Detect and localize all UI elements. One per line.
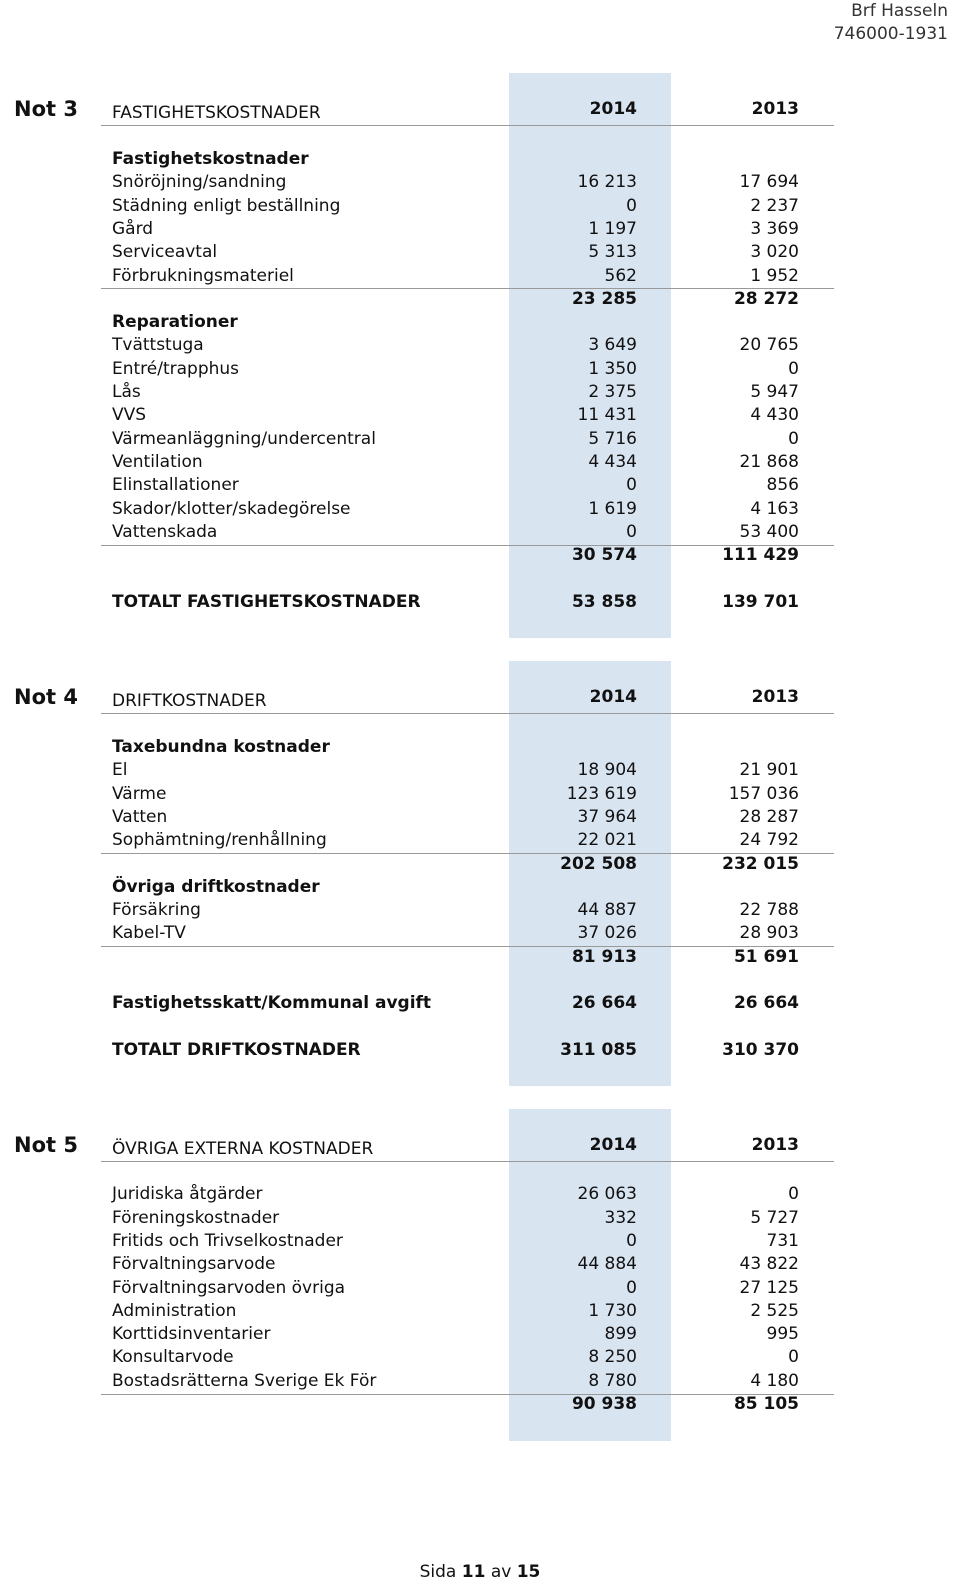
value-2014: 899: [604, 1324, 637, 1345]
row-label: Fastighetskostnader: [112, 149, 309, 169]
value-2013: 5 947: [750, 382, 799, 402]
table-row: [0, 521, 960, 544]
value-2013: 0: [788, 428, 799, 449]
row-label: Övriga driftkostnader: [112, 876, 320, 897]
table-row: [0, 1323, 960, 1346]
footer-sep: av: [490, 1562, 512, 1582]
row-label: Försäkring: [112, 900, 201, 921]
value-2013: 232 015: [722, 853, 799, 874]
value-2013: 310 370: [722, 1039, 799, 1060]
row-label: Värme: [112, 783, 167, 804]
footer-total: 15: [516, 1562, 541, 1582]
value-2014: 8 780: [588, 1370, 637, 1391]
note-number: Not 3: [14, 97, 78, 121]
table-row: [0, 1277, 960, 1300]
table-row: [0, 474, 960, 497]
value-2013: 2 525: [750, 1300, 799, 1321]
table-row: [0, 922, 960, 945]
row-label: TOTALT FASTIGHETSKOSTNADER: [112, 591, 421, 612]
value-2013: 27 125: [739, 1277, 799, 1298]
table-row: [0, 1207, 960, 1230]
value-2014: 1 350: [588, 358, 637, 379]
table-row: [0, 428, 960, 451]
value-2013: 111 429: [722, 545, 799, 566]
row-label: Förbrukningsmateriel: [112, 265, 294, 286]
table-row: [0, 899, 960, 922]
value-2014: 37 964: [577, 806, 637, 827]
table-row: [0, 148, 960, 171]
value-2013: 4 430: [750, 405, 799, 426]
column-header-2013: 2013: [751, 687, 799, 707]
subtotal-row: [0, 544, 960, 567]
table-row: [0, 171, 960, 194]
table-row: [0, 1300, 960, 1323]
row-label: Fastighetsskatt/Kommunal avgift: [112, 993, 432, 1014]
value-2014: 5 716: [588, 428, 637, 449]
header-rule: [101, 713, 834, 714]
value-2013: 24 792: [739, 830, 799, 851]
row-label: Fritids och Trivselkostnader: [112, 1230, 343, 1251]
row-label: Konsultarvode: [112, 1347, 234, 1368]
value-2014: 0: [626, 195, 637, 216]
table-row: [0, 783, 960, 806]
row-label: Föreningskostnader: [112, 1207, 280, 1228]
table-row: [0, 451, 960, 474]
note-title: DRIFTKOSTNADER: [112, 691, 267, 711]
value-2014: 44 887: [577, 900, 637, 921]
value-2013: 21 868: [739, 451, 799, 472]
value-2014: 53 858: [571, 591, 637, 612]
value-2013: 995: [766, 1324, 799, 1345]
table-row: [0, 759, 960, 782]
row-label: Ventilation: [112, 451, 203, 472]
table-row: [0, 241, 960, 264]
value-2013: 20 765: [739, 335, 799, 356]
row-label: Gård: [112, 218, 154, 239]
table-row: [0, 829, 960, 852]
value-2013: 53 400: [739, 521, 799, 542]
value-2013: 26 664: [733, 993, 799, 1014]
value-2014: 1 619: [588, 498, 637, 519]
value-2013: 4 180: [750, 1370, 799, 1391]
row-label: Vatten: [112, 806, 168, 827]
row-label: Lås: [112, 382, 141, 402]
org-number: 746000-1931: [833, 24, 948, 44]
row-label: VVS: [112, 405, 147, 426]
org-name: Brf Hasseln: [851, 1, 948, 21]
table-row: [0, 1183, 960, 1206]
value-2013: 17 694: [739, 172, 799, 193]
value-2013: 3 369: [750, 218, 799, 239]
value-2014: 16 213: [577, 172, 637, 193]
table-row: [0, 404, 960, 427]
value-2014: 23 285: [571, 288, 637, 309]
row-label: Kabel-TV: [112, 923, 186, 944]
table-row: [0, 265, 960, 288]
column-header-2014: 2014: [589, 1135, 637, 1155]
footer-page: 11: [461, 1562, 486, 1582]
table-row: [0, 969, 960, 992]
row-label: Taxebundna kostnader: [112, 737, 330, 757]
value-2013: 85 105: [733, 1394, 799, 1414]
row-label: Juridiska åtgärder: [112, 1184, 263, 1205]
value-2013: 0: [788, 1184, 799, 1205]
table-row: [0, 218, 960, 241]
page-footer: [0, 1562, 960, 1582]
value-2013: 2 237: [750, 195, 799, 216]
value-2013: 1 952: [750, 265, 799, 286]
value-2014: 332: [604, 1207, 637, 1228]
table-row: [0, 334, 960, 357]
value-2013: 43 822: [739, 1254, 799, 1275]
value-2014: 26 664: [571, 993, 637, 1014]
value-2014: 0: [626, 1230, 637, 1251]
row-label: Sophämtning/renhållning: [112, 830, 327, 851]
row-label: Elinstallationer: [112, 475, 239, 496]
row-label: Bostadsrätterna Sverige Ek För: [112, 1370, 377, 1391]
value-2013: 22 788: [739, 900, 799, 921]
row-label: Reparationer: [112, 312, 238, 333]
value-2014: 0: [626, 521, 637, 542]
value-2014: 3 649: [588, 335, 637, 356]
value-2013: 5 727: [750, 1207, 799, 1228]
value-2014: 44 884: [577, 1254, 637, 1275]
document-header: [834, 0, 948, 46]
value-2014: 37 026: [577, 923, 637, 944]
header-rule: [101, 125, 834, 126]
subtotal-row: [0, 1393, 960, 1416]
table-row: [0, 1346, 960, 1369]
column-header-2014: 2014: [589, 687, 637, 707]
row-label: Serviceavtal: [112, 242, 218, 263]
value-2014: 0: [626, 475, 637, 496]
table-row: [0, 736, 960, 759]
row-label: Förvaltningsarvode: [112, 1254, 276, 1275]
value-2014: 311 085: [560, 1039, 637, 1060]
value-2013: 139 701: [722, 591, 799, 612]
value-2014: 562: [604, 265, 637, 286]
value-2014: 26 063: [577, 1184, 637, 1205]
value-2014: 81 913: [571, 946, 637, 967]
value-2013: 0: [788, 1347, 799, 1368]
row-label: Förvaltningsarvoden övriga: [112, 1277, 346, 1298]
value-2013: 731: [766, 1230, 799, 1251]
table-row: [0, 311, 960, 334]
value-2014: 18 904: [577, 760, 637, 781]
value-2013: 0: [788, 358, 799, 379]
column-header-2013: 2013: [751, 99, 799, 119]
table-row: [0, 1230, 960, 1253]
value-2013: 51 691: [733, 946, 799, 967]
value-2013: 28 287: [739, 806, 799, 827]
row-label: Städning enligt beställning: [112, 195, 341, 216]
note-title: ÖVRIGA EXTERNA KOSTNADER: [112, 1139, 374, 1159]
value-2013: 157 036: [728, 783, 799, 804]
row-label: Entré/trapphus: [112, 358, 240, 379]
value-2014: 11 431: [577, 405, 637, 426]
column-header-2013: 2013: [751, 1135, 799, 1155]
row-label: Värmeanläggning/undercentral: [112, 428, 376, 449]
row-label: Korttidsinventarier: [112, 1324, 271, 1345]
row-label: Vattenskada: [112, 521, 218, 542]
value-2014: 0: [626, 1277, 637, 1298]
table-row: [0, 498, 960, 521]
value-2013: 28 272: [733, 288, 799, 309]
value-2014: 4 434: [588, 451, 637, 472]
note-title: FASTIGHETSKOSTNADER: [112, 103, 321, 123]
note-number: Not 5: [14, 1133, 78, 1157]
subtotal-row: [0, 288, 960, 311]
row-label: El: [112, 760, 128, 781]
subtotal-row: [0, 946, 960, 969]
row-label: Skador/klotter/skadegörelse: [112, 498, 351, 519]
subtotal-row: [0, 853, 960, 876]
value-2013: 856: [766, 475, 799, 496]
table-row: [0, 567, 960, 590]
value-2013: 28 903: [739, 923, 799, 944]
table-row: [0, 358, 960, 381]
value-2013: 4 163: [750, 498, 799, 519]
table-row: [0, 195, 960, 218]
row-label: TOTALT DRIFTKOSTNADER: [112, 1039, 361, 1060]
table-row: [0, 1160, 960, 1183]
table-row: [0, 1370, 960, 1393]
value-2014: 8 250: [588, 1347, 637, 1368]
table-row: [0, 591, 960, 614]
table-row: [0, 876, 960, 899]
value-2014: 30 574: [571, 545, 637, 566]
value-2014: 123 619: [566, 783, 637, 804]
table-row: [0, 992, 960, 1015]
table-row: [0, 806, 960, 829]
value-2014: 22 021: [577, 830, 637, 851]
value-2014: 90 938: [571, 1394, 637, 1414]
table-row: [0, 1253, 960, 1276]
value-2013: 21 901: [739, 760, 799, 781]
row-label: Administration: [112, 1300, 237, 1321]
value-2014: 1 197: [588, 218, 637, 239]
note-number: Not 4: [14, 685, 78, 709]
value-2014: 5 313: [588, 242, 637, 263]
value-2013: 3 020: [750, 242, 799, 263]
table-row: [0, 381, 960, 404]
value-2014: 2 375: [588, 382, 637, 402]
footer-prefix: Sida: [419, 1562, 457, 1582]
row-label: Tvättstuga: [112, 335, 204, 356]
value-2014: 1 730: [588, 1300, 637, 1321]
value-2014: 202 508: [560, 853, 637, 874]
row-label: Snöröjning/sandning: [112, 172, 287, 193]
column-header-2014: 2014: [589, 99, 637, 119]
table-row: [0, 1039, 960, 1062]
table-row: [0, 1016, 960, 1039]
